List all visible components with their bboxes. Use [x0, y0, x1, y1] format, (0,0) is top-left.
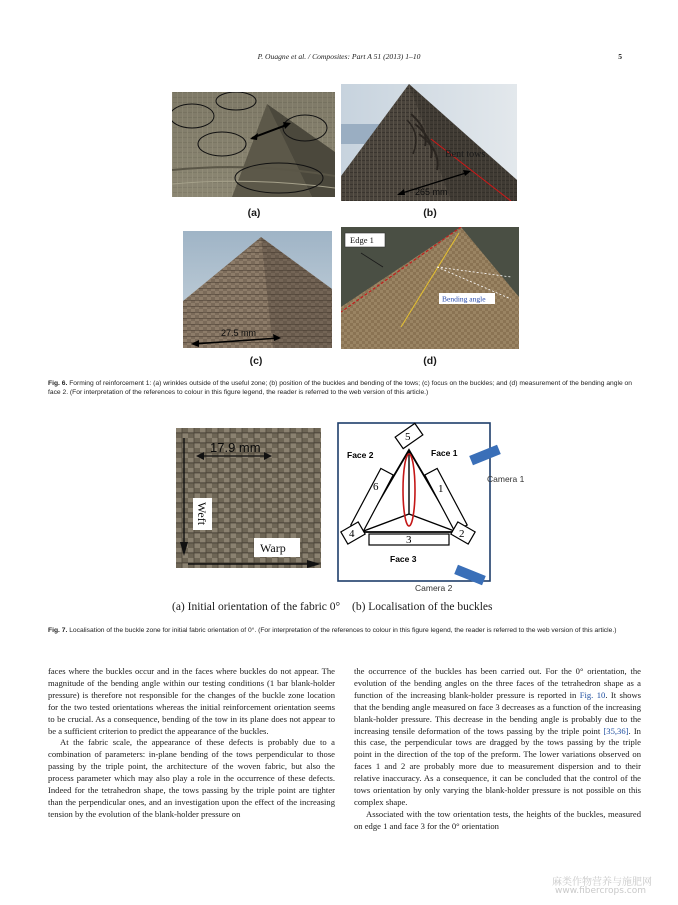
left-paragraph-2: At the fabric scale, the appearance of these defects is probably due to a combination of parameters: in-plane bending of the tows perpendicular to those passing by the triple point, the architecture of the woven fabric, but also the process parameter which may also play a role in the occurrence of these defects. Indeed for the tetrahedron shape, the tows passing by the triple point are tighter than the perpendicular ones, and an investigation upon the effect of the increasing tension by the evolution of the blank-holder pressure on — [48, 737, 335, 819]
figure6-panel-c-photo — [183, 231, 332, 348]
right-paragraph-2: Associated with the tow orientation tests, the heights of the buckles, measured on edge 1 and face 3 for the 0° orientation — [354, 808, 641, 831]
watermark-url: www.fibercrops.com — [555, 886, 646, 896]
right-p1-text-a: the occurrence of the buckles has been carried out. For the 0° orientation, the evolution of the bending angles on the three faces of the tetrahedron shape as a function of the increasing blank-holder pressure is reported in — [354, 666, 641, 700]
camera-2-label: Camera 2 — [415, 583, 453, 593]
figure6-caption-text: Forming of reinforcement 1: (a) wrinkles outside of the useful zone; (b) position of the buckles and bending of the tows; (c) focus on the buckles; and (d) measurement of the bending angle on face 2. (For interpretation of the references to colour in this figure legend, the reader is referred to the web version of this article.) — [48, 380, 632, 397]
face-3-label: Face 3 — [390, 554, 417, 564]
figure7-label-b: (b) Localisation of the buckles — [352, 601, 493, 613]
bending-angle-annotation: Bending angle — [442, 294, 486, 304]
figure6-panel-b-photo — [341, 84, 517, 201]
figure7-panel-b-diagram — [335, 420, 535, 596]
figure6-panel-d-label: (d) — [423, 355, 437, 367]
tetrahedron-diagram — [335, 420, 535, 596]
figure7-panel-a-photo — [176, 428, 321, 568]
figure7-caption-label: Fig. 7. — [48, 627, 68, 634]
buckles-focus-photo — [183, 231, 332, 348]
figure6-caption-label: Fig. 6. — [48, 380, 68, 387]
fabric-photo — [176, 428, 321, 568]
figure10-reference-link[interactable]: Fig. 10 — [579, 689, 606, 700]
right-text-column — [354, 666, 641, 833]
figure7-label-a: (a) Initial orientation of the fabric 0° — [172, 601, 341, 613]
running-header — [0, 50, 678, 64]
camera-1-label: Camera 1 — [487, 474, 525, 484]
edge-1-annotation: Edge 1 — [350, 235, 374, 245]
figure6-panel-b-label: (b) — [423, 207, 437, 219]
edge-1-label: 1 — [438, 483, 444, 495]
left-text-column — [48, 666, 335, 821]
bending-angle-photo — [341, 227, 519, 349]
left-paragraph-1: faces where the buckles occur and in the faces where buckles do not appear. The magnitude of the bending angle within our testing conditions (1 bar blank-holder pressure) is therefore not responsible for the changes of the buckle zone location for the two tested orientations whereas the initial reinforcement orientation seems to be crucial. As a consequence, bending of the tow in its plane does not appear to be a sufficient criterion to predict the appearance of the buckles. — [48, 666, 335, 736]
edge-5-label: 5 — [405, 431, 411, 443]
dimension-27-5-annotation: 27.5 mm — [221, 328, 257, 338]
warp-label: Warp — [260, 541, 286, 555]
edge-4-label: 4 — [349, 528, 355, 540]
figure6-panel-a-label: (a) — [247, 207, 261, 219]
dimension-265-annotation: 265 mm — [415, 187, 448, 197]
journal-citation: P. Ouagne et al. / Composites: Part A 51 (2013) 1–10 — [257, 52, 421, 61]
right-p1-text-b: . It shows that the bending angle measured on face 3 decreases as a function of the increasing blank-holder pressure. This decrease in the bending angle is probably due to the increasing tensile deformation of the tows passing by the triple point — [354, 689, 641, 736]
citation-35-36-link[interactable]: [35,36] — [603, 725, 629, 736]
face-2-label: Face 2 — [347, 450, 374, 460]
figure6-panel-d-photo — [341, 227, 519, 349]
bent-tows-annotation: Bent tows — [445, 149, 486, 160]
figure7-caption — [48, 626, 638, 635]
figure7-caption-text: Localisation of the buckle zone for initial fabric orientation of 0°. (For interpretation of the references to colour in this figure legend, the reader is referred to the web version of this article.) — [69, 627, 617, 634]
buckles-photo — [341, 84, 517, 201]
right-p1-text-c: . In this case, the perpendicular tows are dragged by the tows passing by the triple point in the direction of the top of the preform. The lower variations observed on faces 1 and 2 are probably more due to measurement dispersion and to their relative inaccuracy. As a consequence, it can be concluded that the control of the tows orientation by only varying the blank-holder pressure is not possible on this complex shape. — [354, 725, 641, 807]
figure6-caption — [48, 379, 638, 397]
page-number: 5 — [618, 52, 622, 61]
dimension-17-9-annotation: 17.9 mm — [210, 440, 261, 455]
edge-6-label: 6 — [373, 481, 379, 493]
watermark-text: 麻类作物营养与施肥网 — [552, 877, 652, 888]
figure6-panel-a-photo — [172, 92, 335, 197]
face-1-label: Face 1 — [431, 448, 458, 458]
edge-3-label: 3 — [406, 534, 412, 546]
edge-2-label: 2 — [459, 528, 465, 540]
wrinkles-photo — [172, 92, 335, 197]
weft-label: Weft — [195, 502, 209, 526]
figure6-panel-c-label: (c) — [249, 355, 263, 367]
right-paragraph-1 — [354, 666, 641, 809]
